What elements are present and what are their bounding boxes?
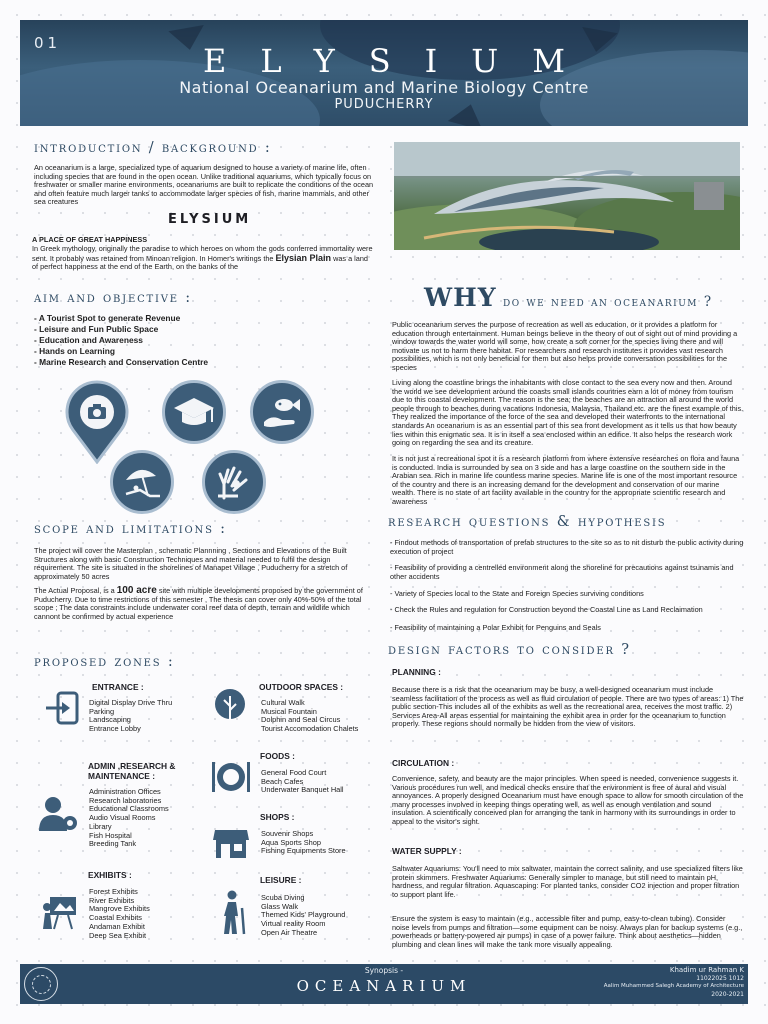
planning-title: PLANNING : [392, 667, 441, 677]
cutlery-plate-icon [210, 760, 252, 798]
zone-entrance-title: ENTRANCE : [92, 682, 144, 692]
planning-text: Because there is a risk that the oceanarium may be busy, a well-designed oceanarium must include seamless facilitation of the process as well as fluid circulation of people. There are two types of areas: 1) The public section-This includes all of the exhibits as well as the recreational area, receives the most traffic. 2) Services Area-All areas essential for maintaining the exhibit area in order for the oceanarium to function properly. These regions should normally be hidden from the view of visitors. [392, 685, 744, 729]
list-item: Breeding Tank [89, 839, 137, 849]
list-item: General Food Court [261, 768, 327, 777]
research-item: - Check the Rules and regulation for Construction beyond the Coastal Line as Land Reclaimation [390, 605, 703, 614]
zone-shops-list [261, 830, 346, 856]
list-item: Audio Visual Rooms [89, 813, 156, 823]
coral-hand-icon [202, 450, 266, 514]
list-item: Educational Classrooms [89, 804, 169, 814]
storefront-icon [213, 826, 249, 864]
zone-shops-title: SHOPS : [260, 812, 295, 822]
footer-synopsis: Synopsis - [364, 966, 404, 975]
intro-text: An oceanarium is a large, specialized type of aquarium designed to house a variety of marine life, often including species that are found in the open ocean. Unlike traditional aquariums, which typically focus on freshwater or smaller marine environments, oceanariums are built to replicate the conditions of the ocean and often feature much larger tanks to accommodate larger species of fish, marine mammals, and other sea creatures [34, 163, 374, 207]
water-supply-title: WATER SUPPLY : [392, 846, 462, 856]
zone-outdoor-title: OUTDOOR SPACES : [259, 682, 344, 692]
academic-year: 2020-2021 [711, 991, 744, 998]
zone-admin-title [88, 762, 175, 781]
elysium-text-b: was a land of perfect happiness at the end of the Earth, on the banks of the [32, 253, 368, 272]
page-location: PUDUCHERRY [334, 97, 434, 112]
scope-area: 100 acre [116, 585, 157, 596]
aim-item: - Leisure and Fun Public Space [34, 324, 364, 335]
footer-title: OCEANARIUM [296, 977, 472, 995]
why-text-2: Living along the coastline brings the inhabitants with close contact to the sea every now and then. Around the world we see development around the coasts small islands countries earn a lot of money from tourism due to this coastal development. The reason is the sea; the beaches are an attraction all around the world people through to beaches during vacations Indonesia, Malaysia, Thailand etc. are the finest example of this. They realized the importance of the force of the sea and developed their waterfronts to the international standards An oceanarium is as an essential part of this sea front development as it tells us that how beauty lies within this enigmatic sea. It is in itself a sea enclosed within an edifice. It also helps the research work going on regarding the sea and its creature. [392, 378, 744, 448]
research-item: - Feasibility of maintaining a Polar Exhibit for Penguins and Seals [390, 623, 601, 632]
why-text-3: It is not just a recreational spot it is a research platform from where extensive researches on flora and fauna is conducted. India is surrounded by sea on 3 side and has a large coastline on the southern side in the Arabian sea. Rich in marine life countless marine species. Marine life is one of the most important resource of the country and there is an increasing demand for the development and conservation of our marine wealth. There is no state of art facility available in the country for the appropriate scientific research and awareness [392, 454, 740, 506]
scope-text-2a: The Actual Proposal, is a [34, 586, 117, 595]
research-item: - Feasibility of providing a centrelled environment along the shoreline for precautions against tsunamis and other accidents [390, 563, 734, 581]
scope-text-2 [34, 587, 368, 621]
aim-item: - Education and Awareness [34, 335, 364, 346]
why-subheading: do we need an oceanarium ? [503, 294, 713, 310]
list-item: Research laboratories [89, 795, 162, 805]
list-item: Scuba Diving [261, 893, 305, 902]
footer-banner [20, 964, 748, 1004]
list-item: Beach Cafes [261, 776, 304, 786]
research-heading: research questions & hypothesis [388, 514, 667, 530]
zone-foods-title: FOODS : [260, 751, 295, 761]
list-item: Landscaping [89, 715, 131, 725]
aim-item: - A Tourist Spot to generate Revenue [34, 313, 364, 324]
why-heading: WHY [424, 283, 497, 312]
aim-item: - Hands on Learning [34, 346, 364, 357]
zone-admin-list [89, 788, 169, 849]
intro-heading: introduction / background : [34, 140, 272, 156]
circulation-title: CIRCULATION : [392, 758, 455, 768]
list-item: Tourist Accomodation Chalets [261, 724, 359, 734]
zone-admin-title-2: MAINTENANCE : [88, 770, 155, 781]
elysium-text-a: In Greek mythology, originally the paradise to which heroes on whom the gods conferred immortality were sent. It probably was retained from Minoan religion. In Homer's writings the [32, 244, 373, 263]
zone-exhibits-title: EXHIBITS : [88, 870, 132, 880]
list-item: Library [89, 821, 112, 831]
beach-umbrella-icon [110, 450, 174, 514]
graduation-cap-icon [162, 380, 226, 444]
list-item: Dolphin and Seal Circus [261, 715, 341, 725]
research-item: - Findout methods of transportation of prefab structures to the site so as to nit disturb the public activity during execution of project [390, 538, 744, 556]
header-banner [20, 20, 748, 126]
enter-door-icon [44, 690, 80, 730]
list-item: Digital Display Drive Thru [89, 698, 173, 707]
elysium-heading: ELYSIUM [168, 212, 252, 227]
list-item: Andaman Exhibit [89, 921, 145, 931]
list-item: Virtual reality Room [261, 919, 326, 929]
zone-exhibits-list [89, 888, 150, 940]
scope-text-2c: site with multiple developments proposed by the government of Puducherry. Due to time restrictions of this semester , The thesis can cover only 40%-50% of the total scope ; The data constraints include underwater coral reef data of depth, terrain and wildlife which cannont be confirmed by actual experience [34, 586, 363, 621]
list-item: Cultural Walk [261, 698, 305, 707]
sheet-number: 01 [34, 34, 62, 52]
scope-text-1: The project will cover the Masterplan , schematic Plannning , Sections and Elevations of the Built Structures along with basic Construction Techniques and material needed to fulfil the design requirement. The site is situated in the shorelines of Manapet Village , Puducherry for a stretch of approximately 50 acres [34, 546, 348, 581]
list-item: Fish Hospital [89, 830, 132, 840]
list-item: Open Air Theatre [261, 927, 318, 937]
elysium-plain: Elysian Plain [275, 252, 332, 263]
list-item: Entrance Lobby [89, 724, 141, 734]
list-item: Deep Sea Exhibit [89, 930, 147, 940]
tree-icon [213, 688, 247, 728]
zone-leisure-title: LEISURE : [260, 875, 302, 885]
zone-entrance-list [89, 699, 172, 734]
exhibit-easel-icon [40, 895, 78, 935]
zone-admin-title-1: ADMIN ,RESEARCH & [88, 761, 176, 771]
aim-heading: aim and objective : [34, 290, 192, 306]
zone-foods-list [261, 769, 344, 795]
oceanarium-render-image [394, 142, 740, 250]
elysium-lead: A PLACE OF GREAT HAPPINESS [32, 235, 148, 244]
zones-heading: proposed zones : [34, 654, 175, 670]
why-text-1: Public oceanarium serves the purpose of recreation as well as education, or it provides a platform for education through entertainment. Human beings believe in the theory of out of sight out of mind providing a window towards the water world will some, how create a soft corner for the species living there and will motivate us not to harm there habitat. For researchers and research institutes it provides vast research possibilities, which is not only beneficial for them but also helps provide conversation possibilities for the species [392, 320, 738, 372]
page-title: ELYSIUM [203, 42, 599, 80]
list-item: Fishing Equipments Store [261, 846, 346, 856]
elysium-text [32, 245, 376, 272]
water-supply-text: Saltwater Aquariums: You'll need to mix saltwater, maintain the correct salinity, and use specialized filters like protein skimmers. Freshwater Aquariums: Generally simpler to manage, but still need to maintain pH, hardness, and regular filtration. Aquascaping: For planted tanks, consider CO2 injection and proper filtration to support plant life. [392, 864, 743, 899]
list-item: Coastal Exhibits [89, 913, 142, 923]
list-item: Parking [89, 706, 115, 716]
page-subtitle: National Oceanarium and Marine Biology Centre [179, 78, 589, 97]
list-item: Forest Exhibits [89, 887, 138, 896]
author-id: 11022025 1012 [696, 975, 744, 982]
walking-person-icon [216, 890, 248, 940]
research-item: - Variety of Species local to the State and Foreign Species surviving conditions [390, 589, 644, 598]
college-name: Aalim Muhammed Salegh Academy of Architecture [603, 983, 744, 989]
list-item: River Exhibits [89, 895, 135, 905]
list-item: Glass Walk [261, 901, 299, 911]
list-item: Musical Fountain [261, 706, 317, 716]
list-item: Aqua Sports Shop [261, 837, 321, 847]
design-heading: design factors to consider ? [388, 642, 631, 658]
author-name: Khadim ur Rahman K [669, 966, 744, 974]
zone-outdoor-list [261, 699, 358, 734]
camera-pin-icon [63, 380, 131, 464]
scope-heading: scope and limitations : [34, 521, 227, 537]
aim-list [34, 313, 364, 368]
list-item: Underwater Banquet Hall [261, 785, 344, 795]
aim-item: - Marine Research and Conservation Centre [34, 357, 364, 368]
list-item: Souvenir Shops [261, 829, 314, 838]
water-supply-text-2: Ensure the system is easy to maintain (e.g., accessible filter and pump, easy-to-clean tubing). Consider noise levels from pumps and filtration—some equipment can be noisy. Always plan for backup systems (e.g., powerheads or battery-powered air pumps) in case of a power failure. Think about aesthetics—hidden plumbing and clean lines will make the tank more visually appealing. [392, 914, 743, 949]
list-item: Administration Offices [89, 787, 161, 796]
list-item: Mangrove Exhibits [89, 904, 150, 914]
circulation-text: Convenience, safety, and beauty are the major principles. When speed is needed, convenience suggests it. Various procedures run well, and medical checks ensure that the environment is free of aural and visual annoyances. A properly designed Oceanarium must have enough space to allow for smooth circulation of the many processes involved in keeping things operating well, as well as enough ventilation and sound insulation. A scientifically conceived plan for arranging the tank in harmony with its surroundings in order to appeal to the visitor's sight. [392, 774, 744, 826]
user-gear-icon [38, 795, 80, 837]
zone-leisure-list [261, 894, 345, 938]
list-item: Themed Kids' Playground [261, 910, 346, 920]
fish-hand-icon [250, 380, 314, 444]
